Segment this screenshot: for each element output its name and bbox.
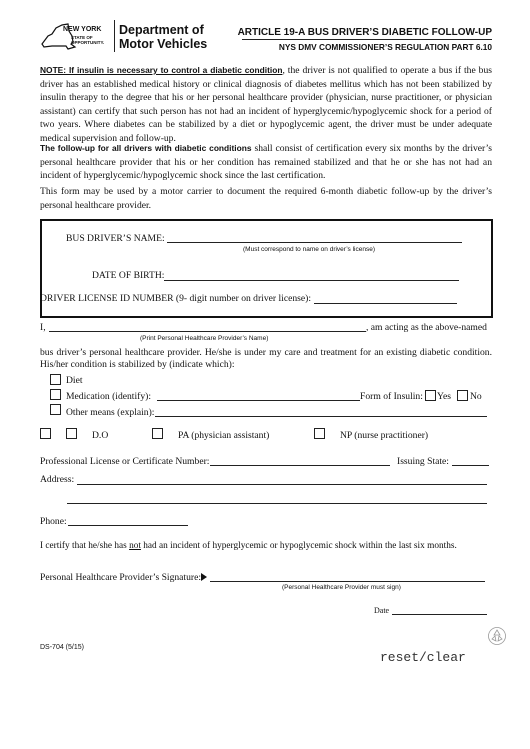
dept-line-2: Motor Vehicles: [119, 37, 208, 51]
recycle-icon: [487, 626, 507, 646]
insulin-yes-label: Yes: [437, 391, 451, 402]
driver-name-label: BUS DRIVER’S NAME:: [66, 233, 165, 244]
insulin-label: Form of Insulin:: [360, 391, 423, 402]
nys-logo: [38, 22, 116, 54]
np-checkbox[interactable]: [314, 428, 325, 439]
note-lead: NOTE: If insulin is necessary to control a diabetic condition: [40, 65, 283, 75]
signature-field[interactable]: [210, 581, 485, 582]
certify-rest: had an incident of hyperglycemic or hypoglycemic shock within the last six months.: [140, 541, 457, 551]
issuing-state-field[interactable]: [452, 465, 489, 466]
insulin-yes-checkbox[interactable]: [425, 390, 436, 401]
logo-tagline-1: STATE OF: [71, 35, 93, 40]
medication-field[interactable]: [157, 400, 360, 401]
md-checkbox[interactable]: [40, 428, 51, 439]
logo-state: NEW YORK: [63, 26, 102, 33]
address-field-2[interactable]: [67, 503, 487, 504]
diet-checkbox[interactable]: [50, 374, 61, 385]
insulin-no-label: No: [470, 391, 482, 402]
provider-statement: bus driver’s personal healthcare provider. He/she is under my care and treatment for an existing diabetic condition. His/her condition is stabilized by (indicate which):: [40, 347, 492, 370]
issuing-state-label: Issuing State:: [397, 456, 449, 467]
certify-not: not: [129, 541, 141, 551]
pa-label: PA (physician assistant): [178, 430, 270, 441]
certify-start: I certify that he/she has: [40, 541, 130, 551]
usage-paragraph: This form may be used by a motor carrier to document the required 6-month diabetic follow-up by the driver’s personal healthcare provider.: [40, 186, 492, 211]
dob-label: DATE OF BIRTH:: [92, 270, 165, 281]
address-field-1[interactable]: [77, 484, 487, 485]
professional-license-label: Professional License or Certificate Number:: [40, 456, 210, 467]
provider-name-note: (Print Personal Healthcare Provider’s Name): [140, 335, 269, 342]
date-label: Date: [374, 606, 390, 615]
driver-name-field[interactable]: [167, 242, 462, 243]
address-label: Address:: [40, 474, 75, 485]
insulin-no-checkbox[interactable]: [457, 390, 468, 401]
signature-label: Personal Healthcare Provider’s Signature:: [40, 572, 202, 583]
form-id: DS-704 (5/15): [40, 644, 84, 651]
followup-paragraph: [40, 142, 492, 183]
note-paragraph: [40, 64, 492, 145]
logo-tagline-2: OPPORTUNITY.: [71, 40, 105, 45]
other-means-field[interactable]: [155, 416, 487, 417]
note-body: , the driver is not qualified to operate a bus if the bus driver has an established medical history or clinical diagnosis of diabetes mellitus which has not been stabilized by insulin therapy to the degree that his or her personal healthcare provider (physician, nurse practitioner, or physician assistant) can certify that such person has not had an incident of hyperglycemic/hypoglycemic shock for a period of two years. Where diabetes can be stabilized by a diet or hypoglycemic agent, the driver must be under adequate medical supervision and follow-up.: [40, 65, 492, 144]
professional-license-field[interactable]: [210, 465, 390, 466]
provider-i-label: I,: [40, 322, 46, 333]
license-id-label: DRIVER LICENSE ID NUMBER (9- digit number on driver license):: [40, 293, 311, 304]
phone-field[interactable]: [68, 525, 188, 526]
certify-statement: [40, 541, 457, 551]
reset-clear-button[interactable]: reset/clear: [380, 650, 466, 665]
date-field[interactable]: [392, 614, 487, 615]
form-title: ARTICLE 19-A BUS DRIVER’S DIABETIC FOLLOW-UP: [237, 27, 492, 38]
provider-name-field[interactable]: [49, 331, 366, 332]
medication-checkbox[interactable]: [50, 389, 61, 400]
np-label: NP (nurse practitioner): [340, 430, 429, 441]
form-subtitle: NYS DMV COMMISSIONER’S REGULATION PART 6.10: [278, 42, 492, 52]
pa-checkbox[interactable]: [152, 428, 163, 439]
do-checkbox[interactable]: [66, 428, 77, 439]
phone-label: Phone:: [40, 516, 67, 527]
title-rule: [242, 39, 492, 40]
followup-lead: The follow-up for all drivers with diabetic conditions: [40, 143, 252, 153]
driver-name-note: (Must correspond to name on driver’s license): [243, 246, 375, 253]
followup-body: shall consist of certification every six months by the driver’s personal healthcare provider that his or her condition has remained stabilized and that he or she has not had an incident of hyperglycemic/hypoglycemic shock since the last certification.: [40, 143, 492, 181]
signature-note: (Personal Healthcare Provider must sign): [282, 584, 401, 591]
diet-label: Diet: [66, 375, 83, 386]
do-label: D.O: [92, 430, 109, 441]
medication-label: Medication (identify):: [66, 391, 151, 402]
sign-here-arrow-icon: [201, 573, 207, 581]
dept-name: [119, 23, 207, 51]
acting-label: , am acting as the above-named: [366, 322, 487, 333]
other-means-label: Other means (explain):: [66, 407, 155, 418]
dob-field[interactable]: [164, 280, 459, 281]
logo-divider: [114, 20, 115, 52]
dept-line-1: Department of: [119, 23, 204, 37]
other-means-checkbox[interactable]: [50, 404, 61, 415]
license-id-field[interactable]: [314, 303, 457, 304]
